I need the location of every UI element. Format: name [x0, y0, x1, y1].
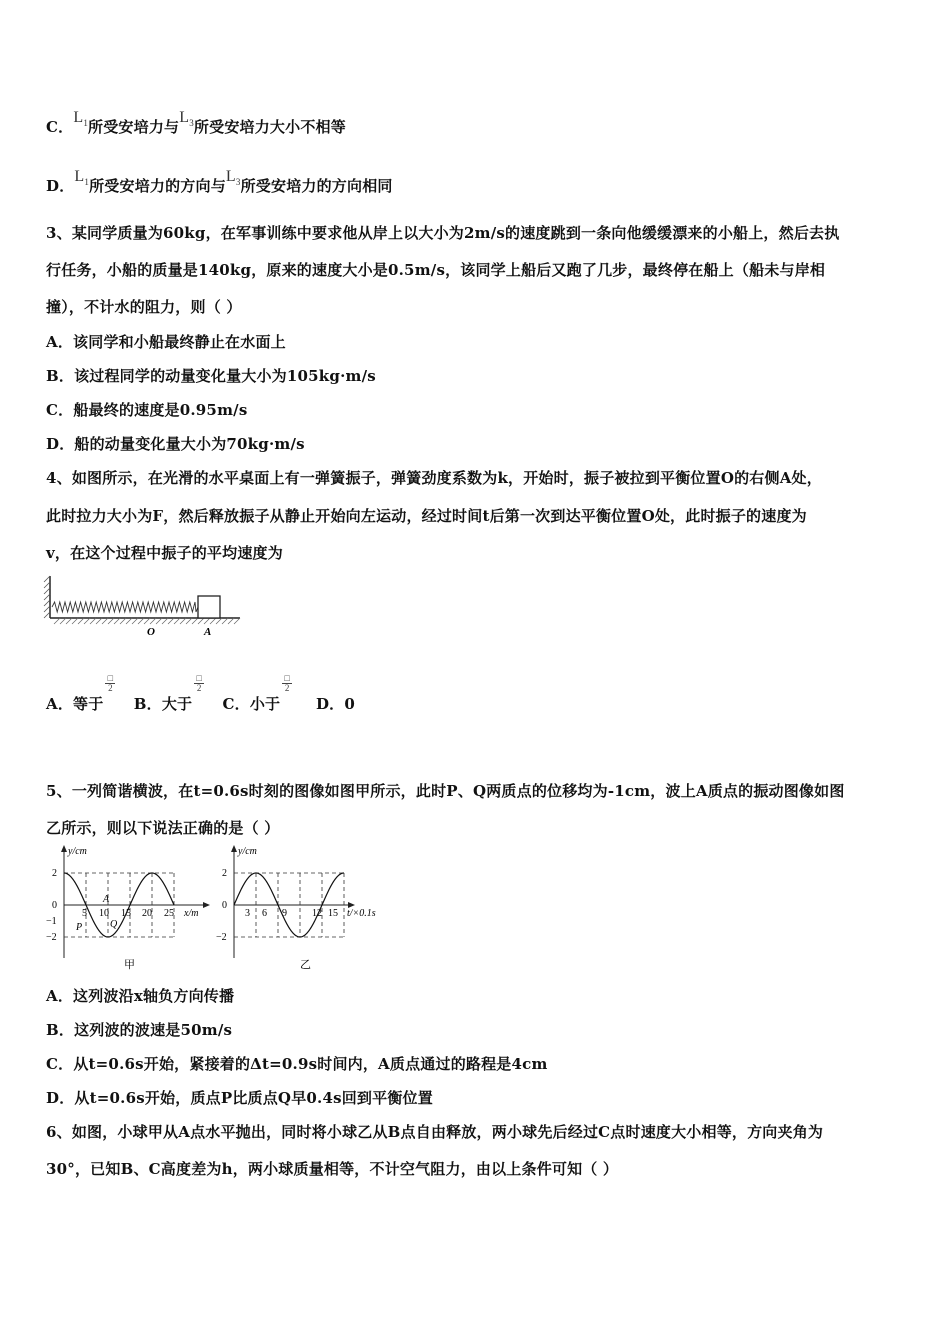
y-tick: 0	[52, 900, 57, 911]
q6-stem-line-1: 6、如图，小球甲从A点水平抛出，同时将小球乙从B点自由释放，两小球先后经过C点时速度大小相等，方向夹角为	[46, 1123, 824, 1141]
q3-stem-line-3: 撞），不计水的阻力，则（ ）	[46, 298, 242, 316]
symbol-l1: $L_1$	[74, 168, 90, 188]
wall-hatching	[44, 576, 50, 618]
q5-stem-line-1: 5、一列简谐横波，在t=0.6s时刻的图像如图甲所示，此时P、Q两质点的位移均为-1cm，波上A质点的振动图像如图	[46, 782, 845, 800]
q3-option-c: C．船最终的速度是0.95m/s	[46, 401, 248, 419]
q3-stem-line-1: 3、某同学质量为60kg，在军事训练中要求他从岸上以大小为2m/s的速度跳到一条向他缓缓漂来的小船上，然后去执	[46, 224, 840, 242]
q4-option-a: A．等于	[46, 695, 104, 713]
wave-graph-jia	[44, 842, 214, 972]
fraction-v-over-2: $\frac{□}{2}$	[282, 674, 292, 693]
x-tick: 5	[82, 908, 87, 919]
q5-stem-line-2: 乙所示，则以下说法正确的是（ ）	[46, 819, 280, 837]
fraction-v-over-2: $\frac{□}{2}$	[105, 674, 115, 693]
label-a: A	[204, 626, 212, 638]
symbol-l3: $L_3$	[179, 109, 194, 129]
q2-option-d: D．$L_1$所受安培力的方向与$L_3$所受安培力的方向相同	[46, 168, 393, 195]
q4-stem-line-1: 4、如图所示，在光滑的水平桌面上有一弹簧振子，弹簧劲度系数为k，开始时，振子被拉到平衡位置O的右侧A处，	[46, 469, 822, 487]
q3-stem-line-2: 行任务，小船的质量是140kg，原来的速度大小是0.5m/s，该同学上船后又跑了几步，最终停在船上（船未与岸相	[46, 261, 826, 279]
spring-oscillator-figure	[40, 572, 250, 642]
table-hatching	[54, 618, 240, 624]
label-a: A	[103, 894, 110, 905]
x-axis-arrow	[203, 902, 210, 908]
y-tick: 2	[222, 868, 227, 879]
q4-options	[46, 673, 355, 714]
y-tick: 2	[52, 868, 57, 879]
y-tick: −2	[46, 932, 57, 943]
y-axis-label: y/cm	[238, 846, 257, 857]
option-letter: C．	[46, 118, 74, 136]
y-axis-arrow	[231, 845, 237, 852]
x-axis-label: t/×0.1s	[347, 908, 376, 919]
y-axis-label: y/cm	[68, 846, 87, 857]
option-letter: D．	[46, 177, 75, 195]
graph-caption: 甲	[124, 959, 135, 971]
x-tick: 12	[312, 908, 322, 919]
x-axis-label: x/m	[184, 908, 199, 919]
spring	[52, 602, 198, 612]
q4-option-b: B．大于	[133, 695, 193, 713]
x-tick: 15	[328, 908, 338, 919]
q4-option-d: D．0	[315, 695, 355, 713]
q5-option-d: D．从t=0.6s开始，质点P比质点Q早0.4s回到平衡位置	[46, 1089, 433, 1107]
y-tick: 0	[222, 900, 227, 911]
q4-stem-line-2: 此时拉力大小为F，然后释放振子从静止开始向左运动，经过时间t后第一次到达平衡位置O处，此时振子的速度为	[46, 507, 807, 525]
y-tick: −1	[46, 916, 57, 927]
symbol-l3: $L_3$	[225, 168, 241, 188]
label-q: Q	[110, 919, 118, 930]
q5-option-c: C．从t=0.6s开始，紧接着的Δt=0.9s时间内，A质点通过的路程是4cm	[46, 1055, 548, 1073]
q4-option-c: C．小于	[222, 695, 281, 713]
q4-stem-line-3: v，在这个过程中振子的平均速度为	[46, 544, 283, 562]
q5-option-a: A．这列波沿x轴负方向传播	[46, 987, 235, 1005]
oscillator-block	[198, 596, 220, 618]
x-tick: 25	[164, 908, 174, 919]
x-tick: 10	[99, 908, 109, 919]
symbol-l1: $L_1$	[73, 109, 89, 129]
x-tick: 6	[262, 908, 267, 919]
x-tick: 15	[121, 908, 131, 919]
fraction-v-over-2: $\frac{□}{2}$	[194, 674, 204, 693]
y-axis-arrow	[61, 845, 67, 852]
q2-option-c: C．$L_1$所受安培力与$L_3$所受安培力大小不相等	[46, 109, 346, 136]
q3-option-d: D．船的动量变化量大小为70kg·m/s	[46, 435, 305, 453]
label-p: P	[76, 922, 83, 933]
vibration-graph-yi	[214, 842, 394, 972]
x-tick: 20	[142, 908, 152, 919]
q5-option-b: B．这列波的波速是50m/s	[46, 1021, 233, 1039]
x-tick: 9	[282, 908, 287, 919]
x-tick: 3	[245, 908, 250, 919]
q6-stem-line-2: 30°，已知B、C高度差为h，两小球质量相等，不计空气阻力，由以上条件可知（ ）	[46, 1160, 619, 1178]
y-tick: −2	[216, 932, 227, 943]
graph-caption: 乙	[300, 959, 311, 971]
label-o: O	[147, 626, 155, 638]
q3-option-a: A．该同学和小船最终静止在水面上	[46, 333, 286, 351]
q3-option-b: B．该过程同学的动量变化量大小为105kg·m/s	[46, 367, 376, 385]
